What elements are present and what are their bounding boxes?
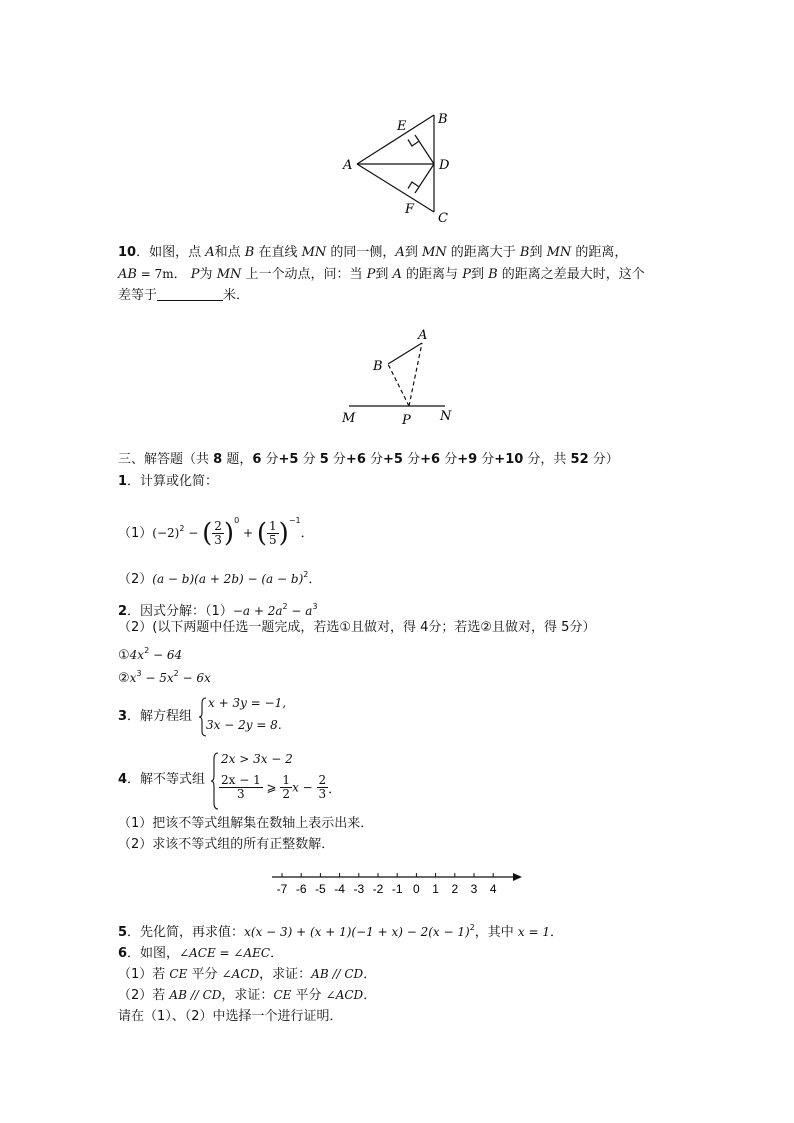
denominator: 3 — [214, 533, 222, 547]
math: (−2) — [152, 526, 180, 540]
p2-option2 — [118, 664, 211, 689]
numerator: 2x − 1 — [221, 773, 261, 787]
p2-sub2 — [118, 618, 595, 638]
fraction — [317, 774, 329, 801]
q10-text: 的距离大于 — [446, 245, 520, 260]
segment-ab — [357, 115, 434, 164]
label-b: B — [373, 359, 383, 374]
segment-pb — [388, 364, 409, 406]
section-text: 分 — [440, 452, 458, 467]
problem-text: ．计算或化简： — [127, 474, 219, 489]
math: ∠ACD — [221, 967, 260, 981]
math: CE — [273, 988, 292, 1002]
arrow-icon — [513, 873, 522, 881]
q10-text: 差等于 — [118, 288, 158, 303]
paren-left: ( — [256, 518, 268, 549]
q10-text: 米． — [223, 288, 250, 303]
label-p: P — [402, 413, 411, 428]
sub-label: （2） — [118, 572, 153, 587]
segment-ab — [388, 343, 422, 364]
tick-label: 2 — [451, 882, 459, 896]
section-text: 分 — [328, 452, 346, 467]
q10-text: 的距离， — [571, 245, 628, 260]
segment-ac — [357, 164, 434, 212]
math: x(x − 3) + (x + 1)(−1 + x) − 2(x − 1) — [244, 925, 470, 939]
label-c: C — [438, 211, 448, 226]
section-num: +9 — [457, 452, 478, 467]
q10-var: MN — [301, 245, 327, 260]
section-text: 分） — [588, 452, 619, 467]
tick-label: 1 — [432, 882, 439, 896]
label-e: E — [397, 119, 407, 134]
problem-text: ．解不等式组 — [127, 772, 206, 787]
q10-number: 10 — [118, 245, 137, 260]
math: AB // CD — [169, 988, 222, 1002]
fraction — [267, 520, 279, 547]
section-text: 三、解答题（共 — [118, 452, 214, 467]
paren-left: ( — [202, 518, 213, 549]
p2-option1 — [118, 641, 182, 666]
punct: ． — [328, 782, 342, 797]
problem-text: ．解方程组 — [127, 709, 193, 724]
tick-label: -6 — [295, 882, 307, 896]
right-angle-e — [408, 140, 419, 147]
math: AB // CD — [311, 967, 364, 981]
math: − 64 — [149, 648, 183, 662]
number-line — [268, 864, 528, 898]
p4-sub1 — [118, 814, 373, 834]
right-angle-f — [408, 182, 419, 189]
q10-value: = 7m — [136, 267, 174, 281]
math: 4x — [129, 648, 145, 662]
q10-var: P — [462, 267, 471, 282]
section-text: 分 — [365, 452, 384, 467]
punct: ． — [363, 988, 377, 1003]
problem-text: （1）若 — [118, 967, 170, 982]
q10-var: B — [244, 245, 255, 260]
p1-sub1 — [118, 506, 314, 549]
section-text: 分，共 — [523, 452, 571, 467]
section-text: 分 — [402, 452, 421, 467]
section-text: 分 — [298, 452, 320, 467]
tick-label: -7 — [276, 882, 288, 896]
numerator: 1 — [282, 773, 291, 787]
math: − a — [287, 604, 313, 618]
option-marker: ② — [118, 671, 130, 686]
q10-var: B — [488, 267, 498, 282]
tick-label: -4 — [334, 882, 345, 896]
q10-var: B — [519, 245, 530, 260]
p4-title — [118, 770, 205, 790]
tick-label: -3 — [353, 882, 365, 896]
exponent: 2 — [282, 602, 288, 611]
q10-text: 的同一侧， — [326, 245, 396, 260]
problem-text: 请在（1）、（2）中选择一个进行证明． — [118, 1009, 343, 1024]
tick-label: 0 — [413, 882, 420, 896]
problem-text: ，其中 — [474, 925, 518, 940]
segment-de — [415, 135, 434, 164]
problem-text: ．如图， — [127, 946, 180, 961]
q10-line1 — [118, 243, 627, 263]
problem-text: ．因式分解：（1） — [127, 604, 233, 619]
fraction — [280, 774, 292, 801]
paren-right: ) — [223, 518, 235, 549]
label-n: N — [440, 409, 452, 424]
q10-var: P — [190, 267, 200, 282]
math: x − — [292, 780, 317, 795]
problem-text: 平分 — [291, 988, 326, 1003]
p1-sub2 — [118, 565, 321, 590]
math: + — [239, 526, 257, 540]
fraction — [219, 774, 263, 801]
problem-number: 6 — [118, 946, 128, 961]
problem-text: ．先化简，再求值： — [127, 925, 245, 940]
exponent: −1 — [288, 516, 301, 525]
p6-title — [118, 943, 283, 964]
figure-triangle-abc — [335, 105, 465, 230]
problem-text: 平分 — [187, 967, 222, 982]
answer-blank[interactable] — [157, 287, 223, 301]
sub-label: （1） — [118, 526, 153, 541]
p3-title — [118, 707, 192, 727]
p1-title — [118, 472, 218, 492]
punct: ． — [363, 967, 377, 982]
label-d: D — [439, 158, 450, 173]
section-text: 分 — [261, 452, 279, 467]
problem-text: （2）(以下两题中任选一题完成，若选①且做对，得 4分；若选②且做对，得 5分） — [118, 620, 596, 635]
section-3-title — [118, 450, 619, 470]
q10-text: 和点 — [214, 245, 245, 260]
q10-text: ． — [173, 267, 191, 282]
problem-text: ，求证： — [221, 988, 274, 1003]
q10-text: 到 — [470, 267, 489, 282]
math: ∠ACE = ∠AEC — [179, 946, 271, 960]
problem-text: ，求证： — [259, 967, 312, 982]
label-b: B — [438, 112, 448, 127]
exponent: 2 — [469, 923, 475, 932]
exponent: 2 — [303, 570, 309, 579]
label-f: F — [405, 202, 415, 217]
p6-sub2 — [118, 985, 376, 1006]
section-num: +6 — [345, 452, 366, 467]
q10-line3 — [118, 286, 249, 306]
problem-text: （2）若 — [118, 988, 170, 1003]
option-marker: ① — [118, 648, 130, 663]
math: ∠ACD — [325, 988, 364, 1002]
figure-mn-line — [335, 322, 465, 430]
punct: ． — [270, 946, 284, 961]
problem-number: 2 — [118, 604, 128, 619]
problem-number: 4 — [118, 772, 128, 787]
denominator: 5 — [269, 533, 277, 547]
p4-ineq2 — [219, 774, 341, 801]
problem-number: 3 — [118, 709, 128, 724]
tick-label: -5 — [315, 882, 326, 896]
p5-line — [118, 918, 563, 943]
math: CE — [169, 967, 188, 981]
exponent: 2 — [173, 669, 179, 678]
q10-text: ．如图，点 — [136, 245, 206, 260]
q10-text: 为 — [199, 267, 217, 282]
section-num: 6 — [252, 452, 262, 467]
p3-eq1: x + 3y = −1, — [208, 696, 287, 710]
numerator: 1 — [269, 519, 277, 533]
label-m: M — [342, 411, 356, 426]
section-num: 8 — [213, 452, 223, 467]
denominator: 3 — [318, 787, 327, 801]
q10-var: A — [395, 245, 405, 260]
math: −a + 2a — [232, 604, 283, 618]
punct: ． — [550, 925, 564, 940]
denominator: 3 — [237, 787, 245, 801]
q10-text: 的距离与 — [401, 267, 463, 282]
q10-text: 的距离之差最大时，这个 — [497, 267, 645, 282]
q10-text: 上一个动点，问：当 — [241, 267, 367, 282]
problem-text: （2）求该不等式组的所有正整数解． — [118, 837, 335, 852]
q10-var: MN — [546, 245, 572, 260]
q10-var: A — [205, 245, 215, 260]
numerator: 2 — [318, 773, 327, 787]
label-a: A — [418, 328, 428, 343]
math: ⩾ — [262, 780, 281, 795]
math: x = 1 — [517, 925, 551, 939]
section-num: +5 — [278, 452, 299, 467]
q10-text: 到 — [404, 245, 422, 260]
p3-eq2: 3x − 2y = 8. — [206, 718, 282, 732]
q10-line2 — [118, 264, 645, 285]
section-text: 题， — [222, 452, 253, 467]
p4-sub2 — [118, 835, 334, 855]
math: (a − b)(a + 2b) − (a − b) — [152, 572, 304, 586]
q10-text: 到 — [375, 267, 393, 282]
tick-label: -1 — [391, 882, 403, 896]
q10-var: P — [366, 267, 376, 282]
section-num: +5 — [383, 452, 403, 467]
exponent: 3 — [312, 602, 318, 611]
paren-right: ) — [278, 518, 289, 549]
label-a: A — [343, 158, 353, 173]
denominator: 2 — [282, 787, 291, 801]
p6-sub1 — [118, 964, 376, 985]
punct: ． — [300, 526, 314, 541]
problem-text: （1）把该不等式组解集在数轴上表示出来． — [118, 816, 374, 831]
numerator: 2 — [214, 519, 222, 533]
segment-df — [415, 164, 434, 193]
segment-pa — [409, 343, 422, 406]
q10-var: A — [392, 267, 402, 282]
math: − 5x — [141, 671, 174, 685]
tick-label: 3 — [470, 882, 478, 896]
exponent: 2 — [179, 524, 185, 533]
exponent: 2 — [144, 646, 150, 655]
q10-text: 在直线 — [254, 245, 302, 260]
problem-number: 1 — [118, 474, 128, 489]
q10-text: 到 — [529, 245, 547, 260]
p6-instruction — [118, 1007, 343, 1027]
section-num: 52 — [570, 452, 589, 467]
tick-label: -2 — [372, 882, 384, 896]
q10-var: MN — [216, 267, 242, 282]
tick-label: 4 — [489, 882, 497, 896]
math: x — [129, 671, 137, 685]
math: − 6x — [178, 671, 211, 685]
section-num: +10 — [494, 452, 524, 467]
problem-number: 5 — [118, 925, 128, 940]
section-num: +6 — [420, 452, 441, 467]
q10-var: MN — [421, 245, 447, 260]
p4-ineq1: 2x > 3x − 2 — [221, 752, 293, 766]
math: − — [184, 526, 203, 540]
section-text: 分 — [477, 452, 495, 467]
fraction — [212, 520, 224, 547]
punct: ． — [308, 572, 322, 587]
exponent: 3 — [136, 669, 142, 678]
exponent: 0 — [234, 516, 240, 525]
q10-var: AB — [118, 267, 137, 282]
section-num: 5 — [319, 452, 329, 467]
